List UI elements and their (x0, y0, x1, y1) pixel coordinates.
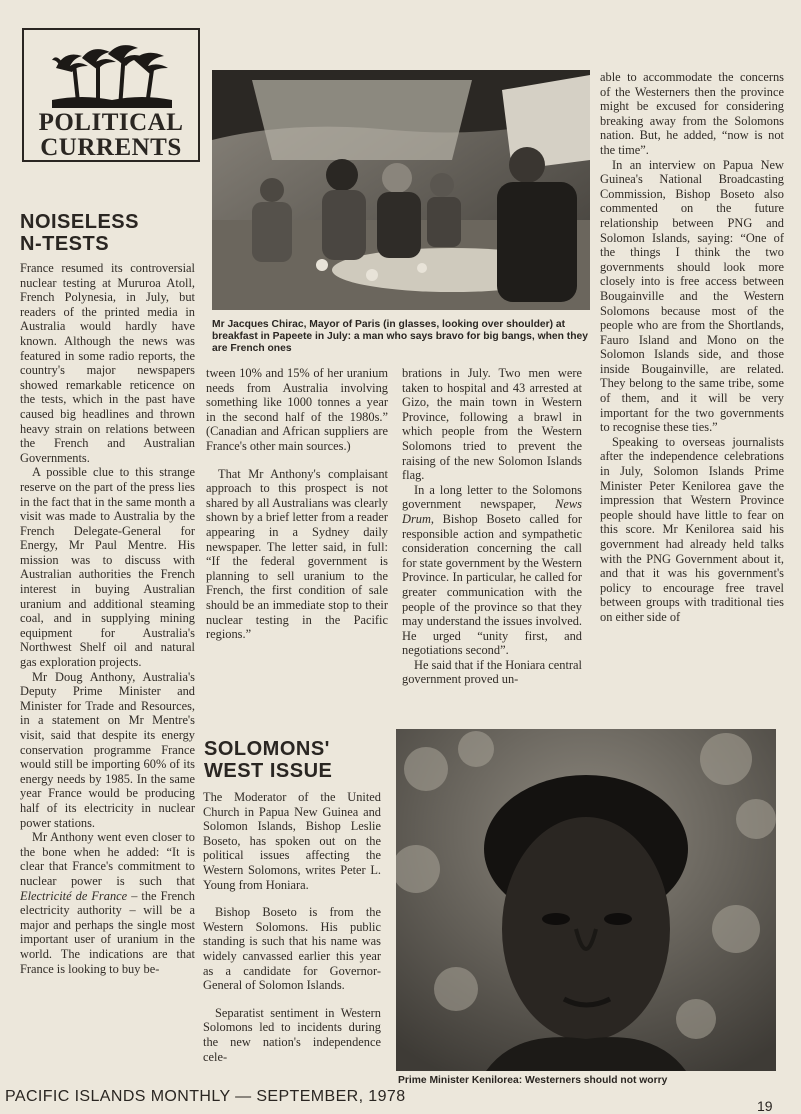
paragraph: Bishop Boseto is from the Western Solomons. His public standing is such that his name was widely canvassed earlier this year as a candidate for Governor-General of Solomon Islands. (203, 905, 381, 993)
page-number: 19 (757, 1098, 773, 1114)
article1-column2 (206, 366, 388, 688)
paragraph: That Mr Anthony's complaisant approach to this prospect is not shared by all Australians was clearly shown by a brief letter from a reader appearing in a Sydney daily newspaper. The letter said, in full: “If the federal government is planning to sell uranium to the French, the first condition of sale should be an immediate stop to their nuclear testing in the Pacific regions.” (206, 466, 388, 642)
paragraph: Separatist sentiment in Western Solomons led to incidents during the new nation's independence cele- (203, 1005, 381, 1064)
article1-headline (20, 211, 200, 255)
article2-headline (204, 738, 389, 782)
text-run: – the French electricity authority – will be a major and perhaps the single most important user of uranium in the world. The indications are that France is looking to buy be- (20, 888, 195, 976)
headline-line: NOISELESS (20, 211, 139, 233)
paragraph: tween 10% and 15% of her uranium needs from Australia involving something like 1000 tonnes a year in the second half of the 1980s.” (Canadian and African suppliers are France's other main sources.) (206, 366, 388, 453)
paragraph: brations in July. Two men were taken to hospital and 43 arrested at Gizo, the main town in Western Province, following a brawl in which people from the Western Solomons tried to prevent the raising of the new Solomon Islands flag. (402, 366, 582, 483)
palm-trees-icon (52, 38, 172, 108)
article2-column2 (203, 790, 381, 1085)
article1-column1 (20, 261, 195, 1083)
paragraph: The Moderator of the United Church in Papua New Guinea and Solomon Islands, Bishop Leslie Boseto, has spoken out on the political issues affecting the Western Solomons, writes Peter L. Young from Honiara. (203, 790, 381, 892)
text-run: In a long letter to the Solomons government newspaper, (402, 482, 582, 512)
paragraph: Mr Doug Anthony, Australia's Deputy Prime Minister and Minister for Trade and Resources, in a statement on Mr Mentre's visit, said that despite its energy conservation programme France would still be importing 60% of its energy needs by 1985. In the same year France would be producing half of its electricity in nuclear power stations. (20, 669, 195, 830)
footer-publication-title: PACIFIC ISLANDS MONTHLY — SEPTEMBER, 1978 (5, 1088, 406, 1105)
article2-column3 (402, 366, 582, 722)
paragraph (402, 483, 582, 658)
chirac-photo-caption: Mr Jacques Chirac, Mayor of Paris (in glasses, looking over shoulder) at breakfast in Papeete in July: a man who says bravo for big bangs, when they are French ones (212, 319, 588, 354)
headline-line: SOLOMONS' (204, 738, 330, 760)
paragraph: France resumed its controversial nuclear testing at Mururoa Atoll, French Polynesia, in July, but readers of the printed media in Australia would hardly have known. Although the news was featured in some radio reports, the country's major newspapers showed remarkable reticence on the tests, which in the past have caused big headlines and thrown heavy strain on relations between the French and Australian Governments. (20, 261, 195, 465)
paragraph: In an interview on Papua New Guinea's National Broadcasting Commission, Bishop Boseto also commented on the future relationship between PNG and Solomon Islands, saying: “One of the things I think the two governments should look more closely into is free access between Bougainville and the Western Solomons because most of the people who are from the Shortlands, Fauro Island and Mono on the Solomon Islands side, and those inside Bougainville, are related. They belong to the same tribe, some of them, and it will be very important for the two governments to recognise these ties.” (600, 157, 784, 435)
italic-text: Electricité de France (20, 888, 128, 903)
paragraph: Speaking to overseas journalists after the independence celebrations in July, Solomon Islands Prime Minister Peter Kenilorea gave the impression that Western Province people should have little to fear on this score. Mr Kenilorea said his government had already held talks with the PNG Government about it, and that it was his government's policy to encourage free travel between groups with traditional ties on either side of (600, 434, 784, 624)
kenilorea-portrait-photo (396, 729, 776, 1071)
section-logo (22, 28, 200, 162)
text-run: Mr Anthony went even closer to the bone when he added: “It is clear that France's commitment to nuclear power is such that (20, 830, 195, 888)
logo-line-1: POLITICAL (38, 109, 184, 136)
paragraph: able to accommodate the concerns of the Westerners then the province might be excused for considering breaking away from the Solomons nation. But, he added, “now is not the time”. (600, 70, 784, 157)
article2-column4 (600, 70, 784, 726)
paragraph: He said that if the Honiara central government proved un- (402, 657, 582, 687)
logo-line-2: CURRENTS (40, 134, 182, 161)
text-run: , Bishop Boseto called for responsible action and sympathetic consideration concerning the call for state government by the Western Province. In particular, he called for greater communication with the people of the province so that they may understand the issues involved. He urged “unity first, and negotiations second”. (402, 511, 582, 658)
italic-text: News Drum (402, 497, 582, 526)
headline-line: WEST ISSUE (204, 760, 333, 782)
kenilorea-photo-caption: Prime Minister Kenilorea: Westerners should not worry (398, 1075, 668, 1086)
headline-line: N-TESTS (20, 233, 110, 255)
chirac-breakfast-photo (212, 70, 590, 310)
paragraph: A possible clue to this strange reserve on the part of the press lies in the fact that in the same month a visit was made to Australia by the French Delegate-General for Energy, Mr Paul Mentre. His mission was to discuss with Australian authorities the French interest in buying Australian uranium and additional steaming coal, and in supplying mining equipment for Australia's Northwest Shelf oil and natural gas exploration projects. (20, 465, 195, 670)
paragraph (20, 830, 195, 976)
